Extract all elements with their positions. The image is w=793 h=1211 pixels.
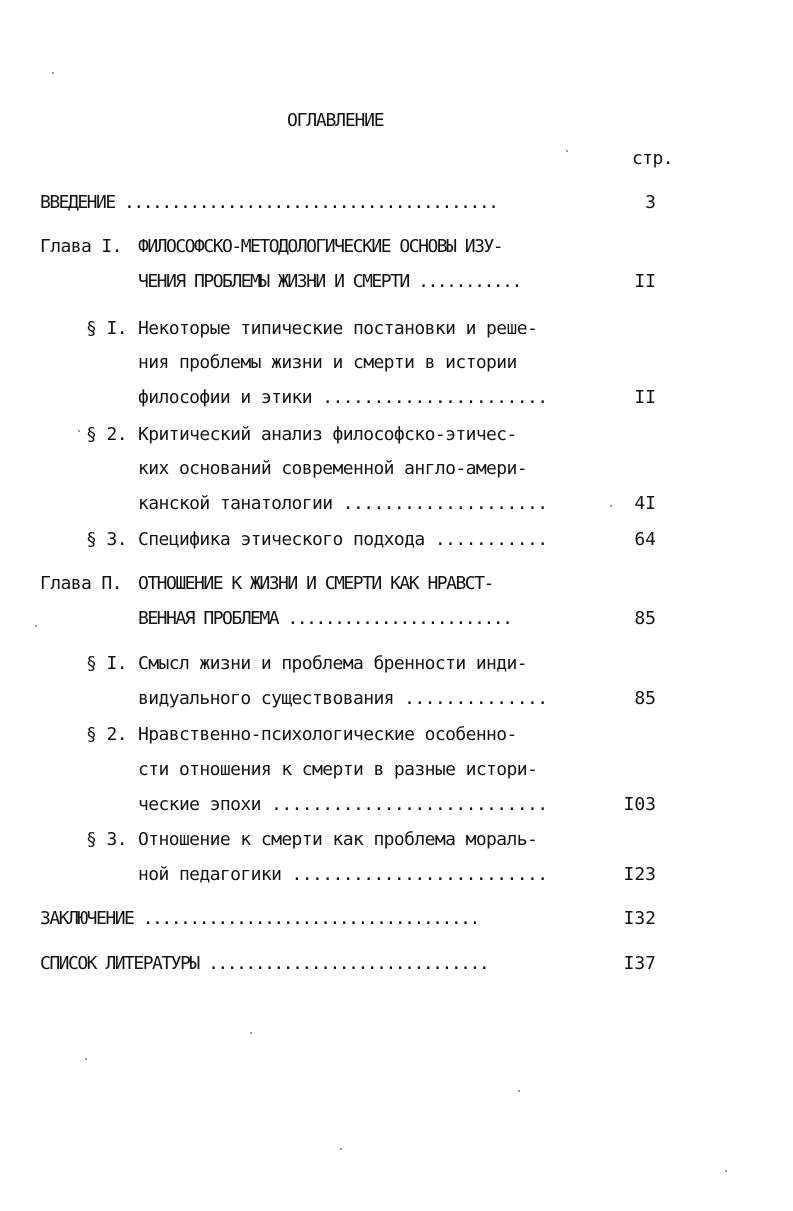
toc-entry-line: видуального существования .............. bbox=[138, 688, 548, 709]
scan-speck bbox=[566, 150, 568, 152]
toc-page-number: II bbox=[634, 271, 656, 292]
toc-page-number: 85 bbox=[634, 688, 656, 709]
toc-entry-line: Отношение к смерти как проблема мораль- bbox=[138, 829, 538, 850]
toc-entry-line: Нравственно-психологические особенно- bbox=[138, 724, 517, 745]
scan-speck bbox=[340, 1148, 342, 1150]
toc-entry-introduction: ВВЕДЕНИЕ ........................................ bbox=[40, 192, 498, 213]
toc-section-label: § 3. bbox=[86, 529, 127, 550]
toc-entry-line: ОТНОШЕНИЕ К ЖИЗНИ И СМЕРТИ КАК НРАВСТ- bbox=[138, 573, 493, 594]
toc-page-number: I23 bbox=[623, 864, 656, 885]
toc-page-number: 4I bbox=[634, 493, 656, 514]
toc-entry-line: Некоторые типические постановки и реше- bbox=[138, 318, 538, 339]
toc-section-label: § 2. bbox=[86, 424, 127, 445]
toc-page-number: I32 bbox=[623, 908, 656, 929]
toc-entry-line: ческие эпохи ........................... bbox=[138, 794, 548, 815]
toc-entry-line: канской танатологии .................... bbox=[138, 493, 548, 514]
toc-entry-line: Специфика этического подхода ........... bbox=[138, 529, 548, 550]
toc-entry-line: ФИЛОСОФСКО-МЕТОДОЛОГИЧЕСКИЕ ОСНОВЫ ИЗУ- bbox=[138, 236, 503, 257]
scan-speck bbox=[610, 505, 612, 507]
scan-speck bbox=[35, 625, 37, 627]
toc-section-label: § 3. bbox=[86, 829, 127, 850]
toc-chapter-label: Глава I. bbox=[40, 236, 122, 257]
toc-entry-line: Смысл жизни и проблема бренности инди- bbox=[138, 653, 528, 674]
toc-page-number: I03 bbox=[623, 794, 656, 815]
toc-entry-line: ВЕННАЯ ПРОБЛЕМА ........................ bbox=[138, 608, 512, 629]
toc-page-number: 85 bbox=[634, 608, 656, 629]
page-title: ОГЛАВЛЕНИЕ bbox=[287, 110, 384, 131]
scan-speck bbox=[52, 72, 54, 74]
toc-section-label: § 2. bbox=[86, 724, 127, 745]
toc-entry-conclusion: ЗАКЛЮЧЕНИЕ .................................... bbox=[40, 908, 479, 929]
toc-chapter-label: Глава П. bbox=[40, 573, 122, 594]
page-column-label: стр. bbox=[632, 148, 673, 169]
toc-entry-line: ной педагогики ......................... bbox=[138, 864, 548, 885]
toc-entry-line: Критический анализ философско-этичес- bbox=[138, 424, 517, 445]
scan-speck bbox=[250, 1032, 252, 1034]
toc-entry-line: ких оснований современной англо-амери- bbox=[138, 458, 528, 479]
toc-page-number: 3 bbox=[645, 192, 656, 213]
toc-section-label: § I. bbox=[86, 653, 127, 674]
scan-speck bbox=[78, 430, 80, 432]
scan-speck bbox=[725, 1170, 727, 1172]
toc-entry-line: ЧЕНИЯ ПРОБЛЕМЫ ЖИЗНИ И СМЕРТИ ........... bbox=[138, 271, 521, 292]
toc-section-label: § I. bbox=[86, 318, 127, 339]
toc-entry-line: философии и этики ...................... bbox=[138, 387, 548, 408]
toc-page-number: I37 bbox=[623, 953, 656, 974]
toc-page-number: II bbox=[634, 387, 656, 408]
toc-page-number: 64 bbox=[634, 529, 656, 550]
toc-entry-line: сти отношения к смерти в разные истори- bbox=[138, 759, 538, 780]
toc-entry-bibliography: СПИСОК ЛИТЕРАТУРЫ .............................. bbox=[40, 953, 489, 974]
toc-entry-line: ния проблемы жизни и смерти в истории bbox=[138, 352, 517, 373]
scan-speck bbox=[518, 1090, 520, 1092]
scan-speck bbox=[85, 1058, 87, 1060]
